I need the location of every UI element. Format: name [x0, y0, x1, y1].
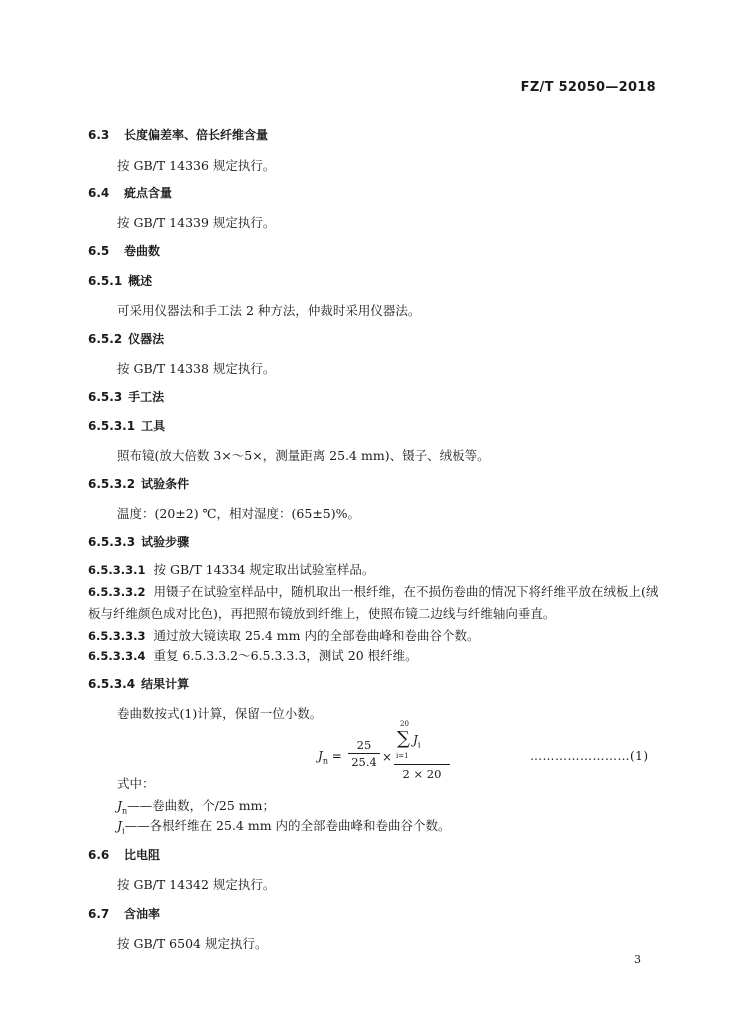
step-number: 6.5.3.3.2 — [88, 585, 146, 599]
paragraph: 按 GB/T 14336 规定执行。 — [117, 158, 276, 173]
section-heading-6-5-3-1 — [88, 417, 165, 434]
section-number: 6.3 — [88, 128, 110, 142]
section-number: 6.4 — [88, 186, 110, 200]
step-item — [88, 625, 660, 647]
section-heading-6-6 — [88, 846, 160, 863]
step-number: 6.5.3.3.4 — [88, 649, 146, 663]
formula-lhs: $J_n$ = — [318, 749, 342, 766]
paragraph: 卷曲数按式(1)计算，保留一位小数。 — [117, 706, 323, 721]
section-title: 工具 — [141, 419, 166, 433]
step-item — [88, 581, 660, 625]
paragraph: 按 GB/T 14338 规定执行。 — [117, 361, 276, 376]
section-number: 6.5.3.2 — [88, 477, 136, 491]
section-number: 6.5.3 — [88, 390, 123, 404]
paragraph: 按 GB/T 14342 规定执行。 — [117, 877, 276, 892]
section-title: 疵点含量 — [124, 186, 173, 200]
page-number: 3 — [634, 953, 641, 966]
section-title: 含油率 — [124, 907, 161, 921]
section-number: 6.5.2 — [88, 332, 123, 346]
section-title: 比电阻 — [124, 848, 161, 862]
paragraph: 照布镜(放大倍数 3×～5×，测量距离 25.4 mm)、镊子、绒板等。 — [117, 448, 490, 463]
document-code: FZ/T 52050—2018 — [520, 80, 656, 95]
where-label: 式中： — [117, 776, 155, 791]
step-text: 按 GB/T 14334 规定取出试验室样品。 — [153, 562, 375, 577]
crimp-formula — [318, 720, 478, 790]
fraction-25-over-25-4: 25 25.4 — [348, 738, 380, 769]
section-heading-6-5-2 — [88, 330, 164, 347]
section-heading-6-5-3-2 — [88, 475, 189, 492]
paragraph: 按 GB/T 6504 规定执行。 — [117, 936, 268, 951]
step-number: 6.5.3.3.3 — [88, 629, 146, 643]
summation-icon: ∑ — [397, 728, 410, 749]
section-number: 6.5.1 — [88, 274, 123, 288]
section-title: 结果计算 — [141, 677, 190, 691]
section-title: 仪器法 — [128, 332, 165, 346]
equation-number: ……………………(1) — [530, 749, 649, 763]
section-heading-6-3 — [88, 126, 268, 143]
where-item: $J_n——$卷曲数，个/25 mm； — [117, 798, 275, 816]
section-heading-6-5-3-3 — [88, 533, 189, 550]
section-number: 6.7 — [88, 907, 110, 921]
step-item — [88, 645, 660, 667]
section-title: 概述 — [128, 274, 153, 288]
step-number: 6.5.3.3.1 — [88, 563, 146, 577]
paragraph: 按 GB/T 14339 规定执行。 — [117, 215, 276, 230]
section-number: 6.5.3.3 — [88, 535, 136, 549]
section-title: 手工法 — [128, 390, 165, 404]
step-text: 通过放大镜读取 25.4 mm 内的全部卷曲峰和卷曲谷个数。 — [153, 628, 480, 643]
step-text: 用镊子在试验室样品中，随机取出一根纤维，在不损伤卷曲的情况下将纤维平放在绒板上(绒板与纤维颜色成对比色)，再把照布镜放到纤维上，使照布镜二边线与纤维轴向垂直。 — [88, 584, 659, 621]
section-heading-6-4 — [88, 184, 172, 201]
section-heading-6-5-3-4 — [88, 675, 189, 692]
section-heading-6-5-1 — [88, 272, 152, 289]
section-number: 6.6 — [88, 848, 110, 862]
times-sign: × — [382, 750, 393, 764]
section-number: 6.5.3.4 — [88, 677, 136, 691]
section-title: 试验步骤 — [141, 535, 190, 549]
section-number: 6.5 — [88, 244, 110, 258]
section-number: 6.5.3.1 — [88, 419, 136, 433]
section-heading-6-7 — [88, 905, 160, 922]
step-text: 重复 6.5.3.3.2～6.5.3.3.3，测试 20 根纤维。 — [153, 648, 418, 663]
section-title: 长度偏差率、倍长纤维含量 — [124, 128, 269, 142]
step-item — [88, 559, 660, 581]
section-heading-6-5 — [88, 242, 160, 259]
paragraph: 可采用仪器法和手工法 2 种方法，仲裁时采用仪器法。 — [117, 303, 421, 318]
section-title: 卷曲数 — [124, 244, 161, 258]
section-title: 试验条件 — [141, 477, 190, 491]
fraction-sum-over-2x20: 20 ∑ i=1 $J_i$ 2 × 20 — [394, 720, 450, 781]
section-heading-6-5-3 — [88, 388, 164, 405]
paragraph: 温度：(20±2) ℃，相对湿度：(65±5)%。 — [117, 506, 361, 521]
where-item: $J_i——$各根纤维在 25.4 mm 内的全部卷曲峰和卷曲谷个数。 — [117, 818, 451, 836]
